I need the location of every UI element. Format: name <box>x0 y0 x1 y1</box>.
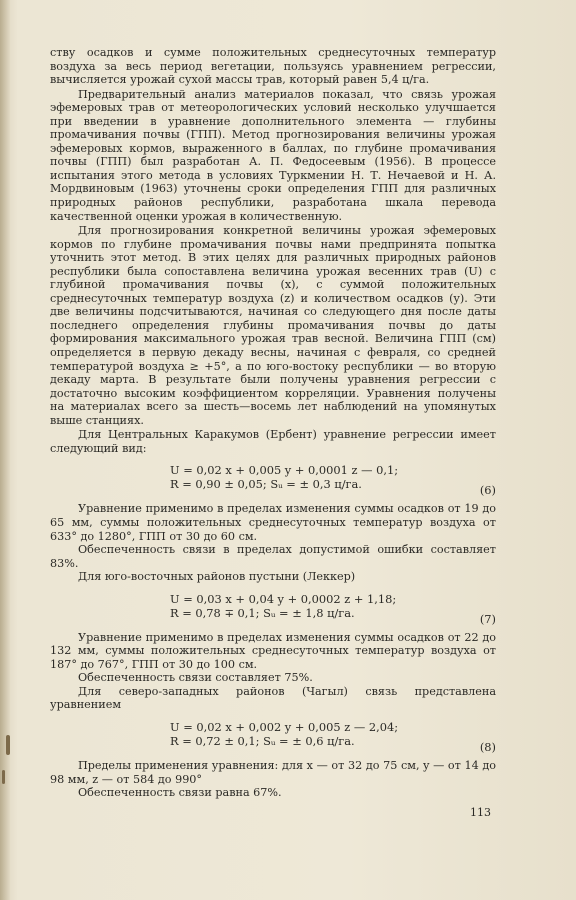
equation-line: R = 0,90 ± 0,05; Sᵤ = ± 0,3 ц/га. <box>170 477 362 492</box>
margin-mark <box>2 770 5 784</box>
page-number: 113 <box>470 806 491 819</box>
equation-line: R = 0,72 ± 0,1; Sᵤ = ± 0,6 ц/га. <box>170 733 355 748</box>
equation-line: U = 0,02 x + 0,002 y + 0,005 z — 2,04; <box>170 719 399 734</box>
page-text <box>50 46 496 800</box>
equation-number: (6) <box>479 483 496 498</box>
paragraph: Для Центральных Каракумов (Ербент) уравнение регрессии имеет следующий вид: <box>50 428 496 455</box>
paragraph: ству осадков и сумме положительных среднесуточных температур воздуха за весь период вегетации, пользуясь уравнением регрессии, вычисляется урожай сухой массы трав, который равен 5,4 ц/га. <box>50 46 496 87</box>
equation-number: (8) <box>479 739 496 754</box>
paragraph: Уравнение применимо в пределах изменения суммы осадков от 19 до 65 мм, суммы положительных среднесуточных температур воздуха от 633° до 1280°, ГПП от 30 до 60 см. <box>50 502 496 543</box>
paragraph: Предварительный анализ материалов показал, что связь урожая эфемеровых трав от метеорологических условий несколько улучшается при введении в уравнение дополнительного элемента — глубины промачивания почвы (ГПП). Метод прогнозирования величины урожая эфемеровых кормов, выраженного в баллах, по глубине промачивания почвы (ГПП) был разработан А. П. Федосеевым (1956). В процессе испытания этого метода в условиях Туркмении Н. Т. Нечаевой и Н. А. Мордвиновым (1963) уточнены сроки определения ГПП для различных природных районов республики, разработана шкала перевода качественной оценки урожая в количественную. <box>50 87 496 223</box>
paragraph: Уравнение применимо в пределах изменения суммы осадков от 22 до 132 мм, суммы положительных среднесуточных температур воздуха от 187° до 767°, ГПП от 30 до 100 см. <box>50 630 496 671</box>
paragraph: Для северо-западных районов (Чагыл) связь представлена уравнением <box>50 684 496 712</box>
page-binding-edge <box>0 0 10 900</box>
paragraph: Обеспеченность связи в пределах допустимой ошибки составляет 83%. <box>50 543 496 570</box>
equation-number: (7) <box>479 611 496 626</box>
equation-8 <box>50 719 496 754</box>
equation-line: U = 0,02 x + 0,005 y + 0,0001 z — 0,1; <box>170 463 399 478</box>
equation-line: U = 0,03 x + 0,04 y + 0,0002 z + 1,18; <box>170 591 397 606</box>
equation-7 <box>50 591 496 626</box>
equation-line: R = 0,78 ∓ 0,1; Sᵤ = ± 1,8 ц/га. <box>170 605 355 620</box>
paragraph: Обеспеченность связи равна 67%. <box>78 786 282 800</box>
paragraph: Для юго-восточных районов пустыни (Леккер) <box>78 570 356 584</box>
paragraph: Обеспеченность связи составляет 75%. <box>78 671 313 685</box>
paragraph: Для прогнозирования конкретной величины урожая эфемеровых кормов по глубине промачивания почвы нами предпринята попытка уточнить этот метод. В этих целях для различных природных районов республики была сопоставлена величина урожая весенних трав (U) с глубиной промачивания почвы (x), с суммой положительных среднесуточных температур воздуха (z) и количеством осадков (y). Эти две величины подсчитываются, начиная со следующего дня после даты последнего определения глубины промачивания почвы до даты формирования максимального урожая трав весной. Величина ГПП (см) определяется в первую декаду весны, начиная с февраля, со средней температурой воздуха ≥ +5°, а по юго-востоку республики — во вторую декаду марта. В результате были получены уравнения регрессии с достаточно высоким коэффициентом корреляции. Уравнения получены на материалах всего за шесть—восемь лет наблюдений на упомянутых выше станциях. <box>50 224 496 427</box>
equation-6 <box>50 463 496 498</box>
margin-mark <box>6 735 10 755</box>
paragraph: Пределы применения уравнения: для x — от 32 до 75 см, y — от 14 до 98 мм, z — от 584 до 990° <box>50 758 496 786</box>
